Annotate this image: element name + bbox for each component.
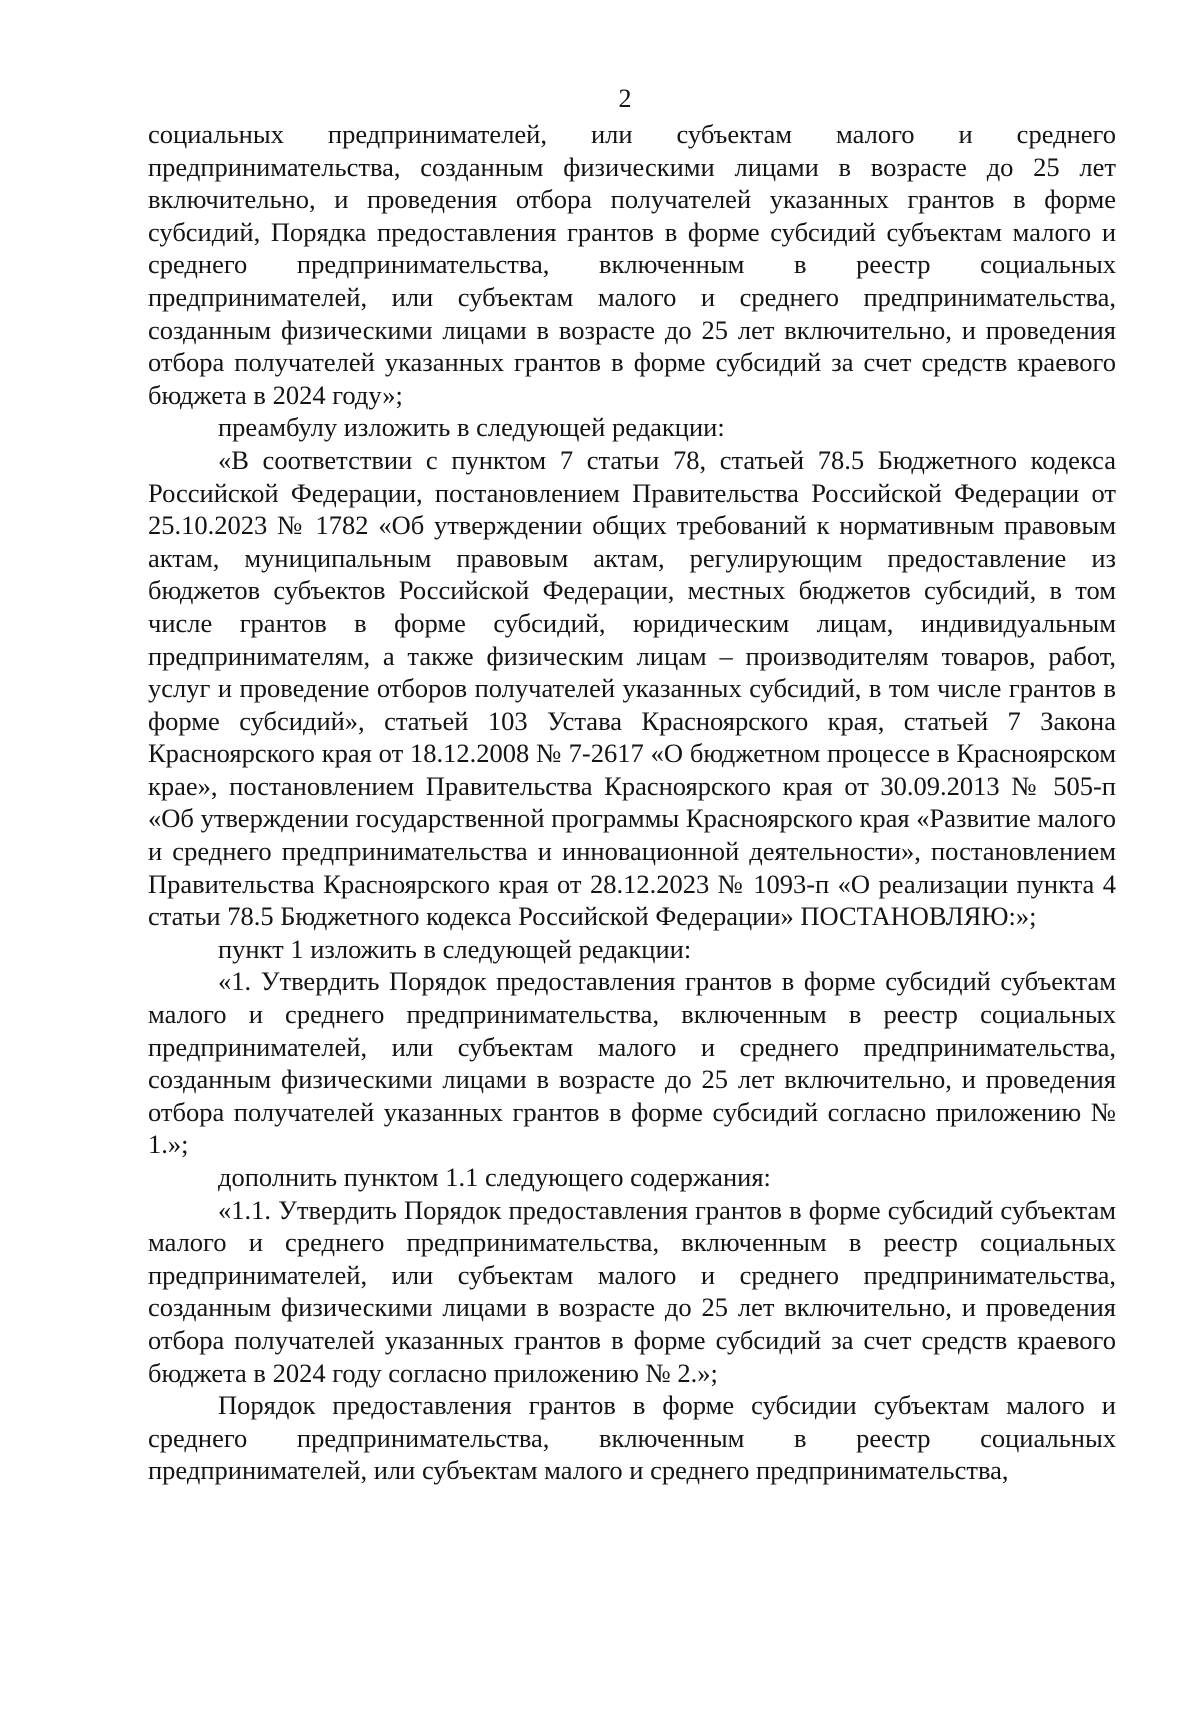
page-number: 2 — [618, 84, 632, 113]
paragraph-point1-1-text: «1.1. Утвердить Порядок предоставления грантов в форме субсидий субъектам малого и среднего предпринимательства, включенным в реестр социальных предпринимателей, или субъектам малого и среднего предпринимательства, созданным физическими лицами в возрасте до 25 лет включительно, и проведения отбора получателей указанных грантов в форме субсидий за счет средств краевого бюджета в 2024 году согласно приложению № 2.»; — [148, 1194, 1116, 1388]
paragraph-preamble-instruction: преамбулу изложить в следующей редакции: — [218, 412, 725, 443]
paragraph-point1-text: «1. Утвердить Порядок предоставления грантов в форме субсидий субъектам малого и среднего предпринимательства, включенным в реестр социальных предпринимателей, или субъектам малого и среднего предпринимательства, созданным физическими лицами в возрасте до 25 лет включительно, и проведения отбора получателей указанных грантов в форме субсидий согласно приложению № 1.»; — [148, 966, 1116, 1160]
paragraph-preamble-text: «В соответствии с пунктом 7 статьи 78, статьей 78.5 Бюджетного кодекса Российской Федерации, постановлением Правительства Российской Федерации от 25.10.2023 № 1782 «Об утверждении общих требований к нормативным правовым актам, муниципальным правовым актам, регулирующим предоставление из бюджетов субъектов Российской Федерации, местных бюджетов субсидий, в том числе грантов в форме субсидий, юридическим лицам, индивидуальным предпринимателям, а также физическим лицам – производителям товаров, работ, услуг и проведение отборов получателей указанных субсидий, в том числе грантов в форме субсидий», статьей 103 Устава Красноярского края, статьей 7 Закона Красноярского края от 18.12.2008 № 7-2617 «О бюджетном процессе в Красноярском крае», постановлением Правительства Красноярского края от 30.09.2013 № 505-п «Об утверждении государственной программы Красноярского края «Развитие малого и среднего предпринимательства и инновационной деятельности», постановлением Правительства Красноярского края от 28.12.2023 № 1093-п «О реализации пункта 4 статьи 78.5 Бюджетного кодекса Российской Федерации» ПОСТАНОВЛЯЮ:»; — [148, 444, 1116, 932]
paragraph-point1-1-instruction: дополнить пунктом 1.1 следующего содержания: — [218, 1162, 771, 1192]
paragraph-point1-instruction: пункт 1 изложить в следующей редакции: — [218, 933, 692, 964]
paragraph-continuation: социальных предпринимателей, или субъектам малого и среднего предпринимательства, созданным физическими лицами в возрасте до 25 лет включительно, и проведения отбора получателей указанных грантов в форме субсидий, Порядка предоставления грантов в форме субсидий субъектам малого и среднего предпринимательства, включенным в реестр социальных предпринимателей, или субъектам малого и среднего предпринимательства, созданным физическими лицами в возрасте до 25 лет включительно, и проведения отбора получателей указанных грантов в форме субсидий за счет средств краевого бюджета в 2024 году»; — [148, 119, 1116, 410]
document-body — [148, 118, 1116, 1487]
paragraph-procedure: Порядок предоставления грантов в форме субсидии субъектам малого и среднего предпринимательства, включенным в реестр социальных предпринимателей, или субъектам малого и среднего предпринимательства, — [148, 1390, 1116, 1486]
